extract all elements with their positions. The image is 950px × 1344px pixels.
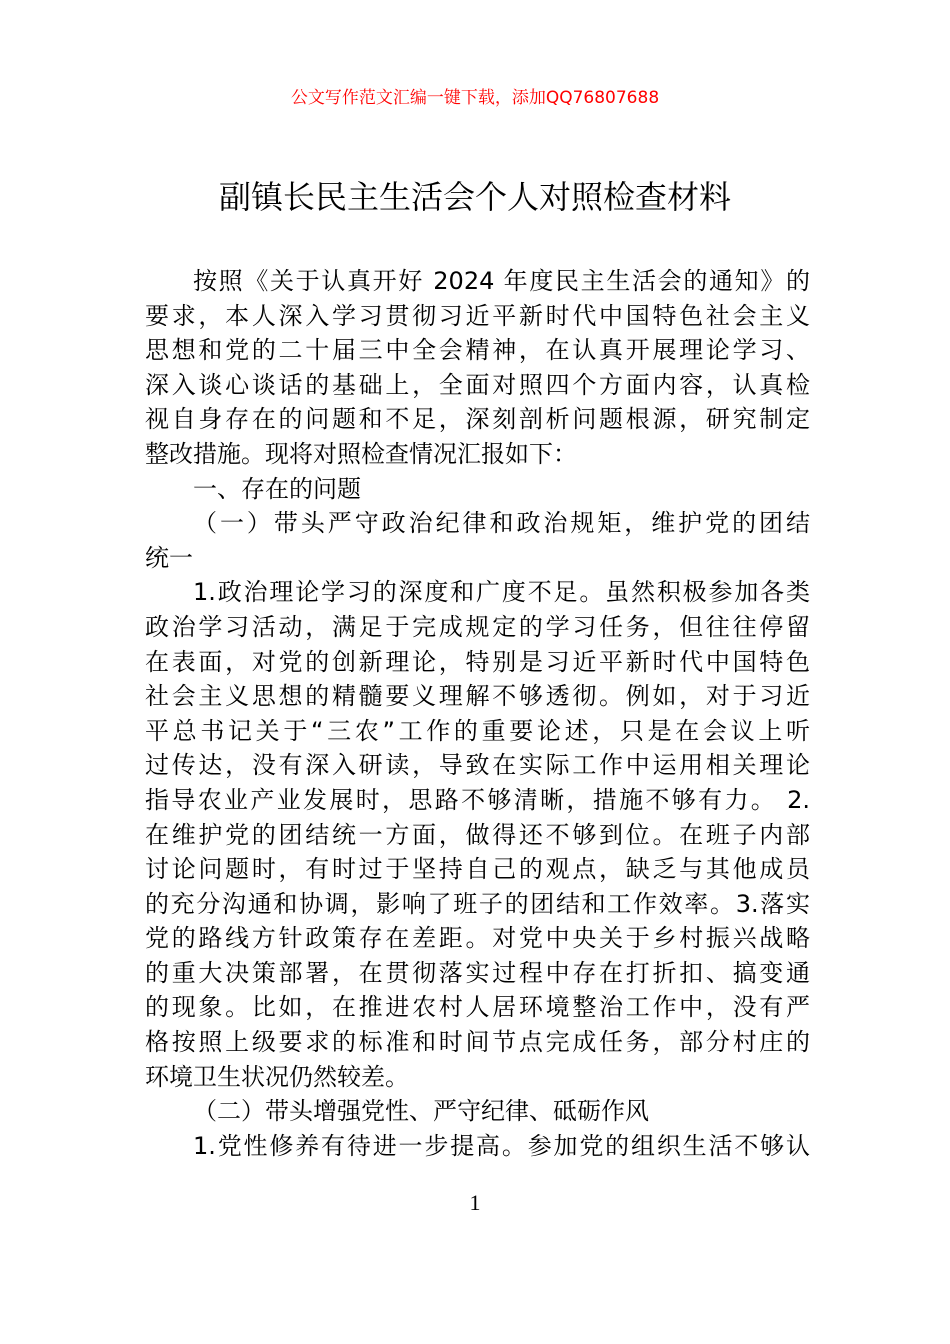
subsection-heading: （一）带头严守政治纪律和政治规矩，维护党的团结 <box>193 509 810 538</box>
body-line: 1.政治理论学习的深度和广度不足。虽然积极参加各类 <box>193 578 810 607</box>
body-line: 环境卫生状况仍然较差。 <box>145 1062 409 1091</box>
page-number: 1 <box>469 1190 481 1215</box>
body-line: 过传达，没有深入研读，导致在实际工作中运用相关理论 <box>145 751 810 780</box>
body-line: 平总书记关于“三农”工作的重要论述，只是在会议上听 <box>145 716 810 745</box>
body-line: 深入谈心谈话的基础上，全面对照四个方面内容，认真检 <box>145 370 810 399</box>
body-line: 讨论问题时，有时过于坚持自己的观点，缺乏与其他成员 <box>145 855 810 884</box>
subsection-heading: 统一 <box>145 543 193 572</box>
subsection-heading: （二）带头增强党性、严守纪律、砥砺作风 <box>193 1097 649 1126</box>
body-line: 政治学习活动，满足于完成规定的学习任务，但往往停留 <box>145 612 810 641</box>
body-line: 在维护党的团结统一方面，做得还不够到位。在班子内部 <box>145 820 810 849</box>
body-line: 视自身存在的问题和不足，深刻剖析问题根源，研究制定 <box>145 405 810 434</box>
body-line: 整改措施。现将对照检查情况汇报如下： <box>145 439 577 468</box>
body-line: 社会主义思想的精髓要义理解不够透彻。例如，对于习近 <box>145 682 810 711</box>
document-title: 副镇长民主生活会个人对照检查材料 <box>218 178 731 216</box>
body-line: 1.党性修养有待进一步提高。参加党的组织生活不够认 <box>193 1131 810 1160</box>
body-line: 的重大决策部署，在贯彻落实过程中存在打折扣、搞变通 <box>145 958 810 987</box>
body-line: 思想和党的二十届三中全会精神，在认真开展理论学习、 <box>145 336 810 365</box>
download-banner: 公文写作范文汇编一键下载，添加QQ76807688 <box>290 88 660 108</box>
body-line: 的充分沟通和协调，影响了班子的团结和工作效率。3.落实 <box>145 889 810 918</box>
body-line: 格按照上级要求的标准和时间节点完成任务，部分村庄的 <box>145 1028 810 1057</box>
body-line: 的现象。比如，在推进农村人居环境整治工作中，没有严 <box>145 993 810 1022</box>
body-line: 指导农业产业发展时，思路不够清晰，措施不够有力。 2. <box>145 785 810 814</box>
body-line: 党的路线方针政策存在差距。对党中央关于乡村振兴战略 <box>145 924 810 953</box>
body-line: 要求，本人深入学习贯彻习近平新时代中国特色社会主义 <box>145 301 810 330</box>
document-body <box>145 264 810 1163</box>
body-line: 按照《关于认真开好 2024 年度民主生活会的通知》的 <box>193 267 810 295</box>
section-heading: 一、存在的问题 <box>193 474 361 503</box>
body-line: 在表面，对党的创新理论，特别是习近平新时代中国特色 <box>145 647 810 676</box>
